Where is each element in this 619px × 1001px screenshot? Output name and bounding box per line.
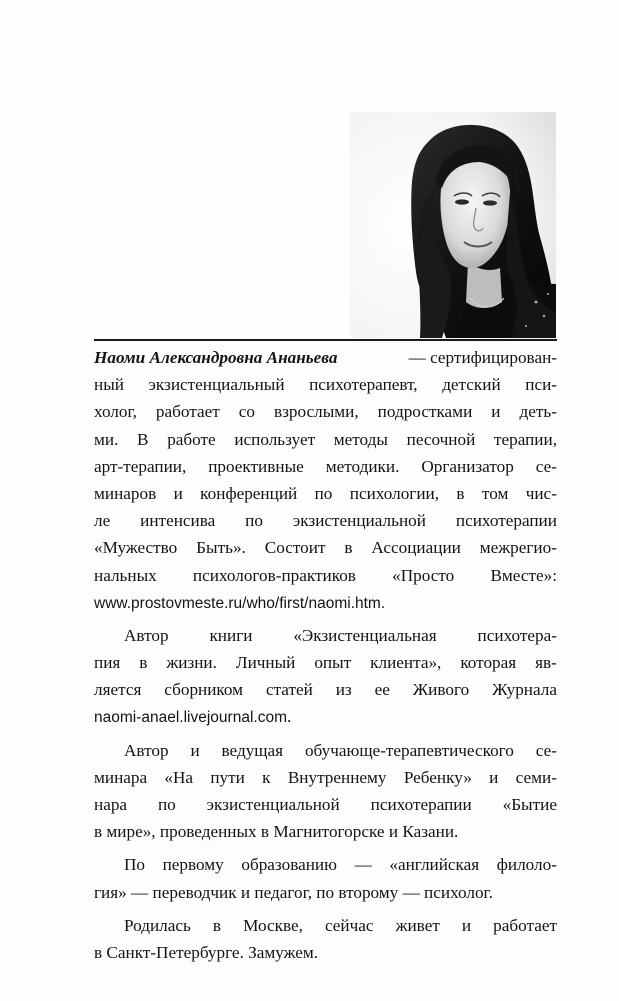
text-word: ляется bbox=[94, 680, 142, 700]
text-line bbox=[94, 426, 557, 453]
text-word: психотерапии bbox=[370, 795, 472, 814]
text-word: детский bbox=[442, 375, 501, 395]
text-word: опыт bbox=[314, 653, 352, 673]
text-word: со bbox=[238, 402, 255, 422]
text-line bbox=[94, 737, 557, 764]
text-word: по bbox=[157, 795, 176, 814]
text-word: «английская bbox=[389, 855, 480, 875]
text-word: интенсива bbox=[140, 511, 216, 531]
text-word: песочной bbox=[406, 429, 476, 449]
text-word: пути bbox=[210, 767, 245, 787]
text-word: межрегио- bbox=[479, 538, 557, 558]
text-word: жизни. bbox=[166, 653, 217, 673]
text-word: Вместе»: bbox=[490, 565, 557, 585]
text-word: деть- bbox=[519, 402, 557, 422]
text-line bbox=[94, 622, 557, 649]
text-word: минара bbox=[94, 767, 148, 787]
horizontal-divider bbox=[94, 339, 557, 341]
text-word: Быть». bbox=[196, 538, 246, 558]
text-line bbox=[94, 398, 557, 425]
text-word: Автор bbox=[124, 740, 169, 760]
text-word: пия bbox=[94, 653, 121, 673]
text-word: в bbox=[344, 538, 353, 558]
bio-paragraph bbox=[94, 851, 557, 905]
text-word: сборником bbox=[164, 680, 244, 700]
text-word: психологии, bbox=[349, 483, 440, 503]
text-line bbox=[94, 879, 557, 906]
text-word: психотера- bbox=[477, 625, 557, 645]
text-word: в bbox=[456, 483, 465, 503]
text-word: методики. bbox=[325, 456, 400, 476]
text-word: Автор bbox=[124, 625, 169, 645]
text-word: пси- bbox=[525, 375, 557, 395]
text-word: «Просто bbox=[392, 565, 455, 585]
text-word: Москве, bbox=[243, 915, 303, 935]
text-word: По bbox=[124, 855, 146, 875]
text-word: Внутреннему bbox=[287, 767, 387, 787]
text-word: из bbox=[335, 680, 352, 700]
text-line bbox=[94, 344, 557, 371]
text-word: по bbox=[314, 483, 333, 503]
text-word: нара bbox=[94, 795, 128, 814]
text-word: и bbox=[461, 915, 472, 935]
text-word: Живого bbox=[412, 680, 470, 700]
text-word: ее bbox=[374, 680, 390, 700]
text-word: В bbox=[137, 429, 149, 449]
bio-paragraph bbox=[94, 737, 557, 846]
text-line bbox=[94, 791, 557, 818]
text-word: минаров bbox=[94, 483, 157, 503]
text-word: и bbox=[489, 767, 499, 787]
text-word: ле bbox=[94, 511, 111, 531]
text-word: и bbox=[190, 740, 200, 760]
text-word: — сертифицирован- bbox=[408, 348, 557, 367]
text-word: — bbox=[354, 855, 372, 875]
text-word: терапии, bbox=[493, 429, 557, 449]
text-word: первому bbox=[162, 855, 224, 875]
text-word: Личный bbox=[235, 653, 296, 673]
text-line bbox=[94, 534, 557, 561]
text-word: в мире», проведенных в Магнитогорске и Казани. bbox=[94, 822, 459, 842]
text-line bbox=[94, 939, 557, 966]
text-word: Журнала bbox=[492, 680, 557, 700]
author-name: Наоми Александровна Ананьева bbox=[94, 348, 338, 367]
text-line bbox=[94, 453, 557, 480]
text-word: в Санкт-Петербурге. Замужем. bbox=[94, 942, 319, 962]
text-word: «Бытие bbox=[502, 795, 557, 814]
text-word: живет bbox=[395, 915, 440, 935]
text-word: экзистенциальной bbox=[206, 795, 340, 814]
text-word: «На bbox=[164, 767, 194, 787]
text-word: статей bbox=[265, 680, 313, 700]
text-word: и bbox=[491, 402, 501, 422]
text-word: обучающе-терапевтического bbox=[304, 740, 514, 760]
text-word: которая bbox=[460, 653, 517, 673]
text-word: в bbox=[212, 915, 222, 935]
text-word: психологов-практиков bbox=[192, 565, 356, 585]
text-line bbox=[94, 764, 557, 791]
text-word: работе bbox=[167, 429, 216, 449]
web-link[interactable]: naomi-anael.livejournal.com bbox=[94, 709, 287, 727]
text-word: и bbox=[173, 483, 183, 503]
text-line bbox=[94, 818, 557, 845]
text-word: . bbox=[287, 707, 292, 727]
text-word: работает bbox=[155, 402, 220, 422]
text-word: использует bbox=[234, 429, 316, 449]
text-word: в bbox=[139, 653, 148, 673]
text-word: конференций bbox=[200, 483, 298, 503]
text-word: экзистенциальный bbox=[148, 375, 285, 395]
text-word: книги bbox=[209, 625, 253, 645]
text-word: ведущая bbox=[221, 740, 284, 760]
text-word: холог, bbox=[94, 402, 137, 422]
text-word: по bbox=[245, 511, 263, 531]
text-word: психотерапевт, bbox=[309, 375, 418, 395]
text-word: филоло- bbox=[496, 855, 557, 875]
text-line bbox=[94, 507, 557, 534]
text-word: се- bbox=[535, 456, 557, 476]
text-word: ный bbox=[94, 375, 124, 395]
text-word: нальных bbox=[94, 565, 157, 585]
text-word: образованию bbox=[241, 855, 337, 875]
text-word: психотерапии bbox=[455, 511, 557, 531]
text-word: «Мужество bbox=[94, 538, 178, 558]
text-word: Ассоциации bbox=[371, 538, 461, 558]
bio-paragraph bbox=[94, 622, 557, 731]
text-word: арт-терапии, bbox=[94, 456, 187, 476]
bio-paragraph bbox=[94, 912, 557, 966]
text-line bbox=[94, 912, 557, 939]
text-line bbox=[94, 480, 557, 507]
text-word: сейчас bbox=[324, 915, 374, 935]
text-line bbox=[94, 703, 557, 730]
text-word: ми. bbox=[94, 429, 119, 449]
text-word: подростками bbox=[377, 402, 473, 422]
text-line bbox=[94, 851, 557, 878]
text-word: Состоит bbox=[264, 538, 326, 558]
text-word: клиента», bbox=[370, 653, 442, 673]
text-word: семи- bbox=[515, 767, 557, 787]
text-word: Родилась bbox=[124, 915, 191, 935]
text-word: гия» — переводчик и педагог, по второму — психолог. bbox=[94, 882, 493, 902]
text-word: работает bbox=[493, 915, 557, 935]
text-line bbox=[94, 589, 557, 616]
author-bio bbox=[94, 344, 557, 966]
author-photo bbox=[350, 112, 556, 338]
text-line bbox=[94, 649, 557, 676]
bio-paragraph bbox=[94, 344, 557, 616]
text-word: взрослыми, bbox=[274, 402, 359, 422]
text-word: яв- bbox=[535, 653, 557, 673]
text-word: методы bbox=[333, 429, 388, 449]
text-word: «Экзистенциальная bbox=[293, 625, 437, 645]
text-word: том bbox=[481, 483, 509, 503]
text-word: экзистенциальной bbox=[292, 511, 426, 531]
text-line bbox=[94, 676, 557, 703]
text-word: Ребенку» bbox=[403, 767, 472, 787]
text-word: чис- bbox=[525, 483, 557, 503]
text-word: к bbox=[262, 767, 271, 787]
text-word: Организатор bbox=[421, 456, 514, 476]
text-word: проективные bbox=[208, 456, 304, 476]
text-word: се- bbox=[535, 740, 557, 760]
web-link[interactable]: www.prostovmeste.ru/who/first/naomi.htm. bbox=[94, 594, 386, 612]
text-line bbox=[94, 371, 557, 398]
text-line bbox=[94, 562, 557, 589]
